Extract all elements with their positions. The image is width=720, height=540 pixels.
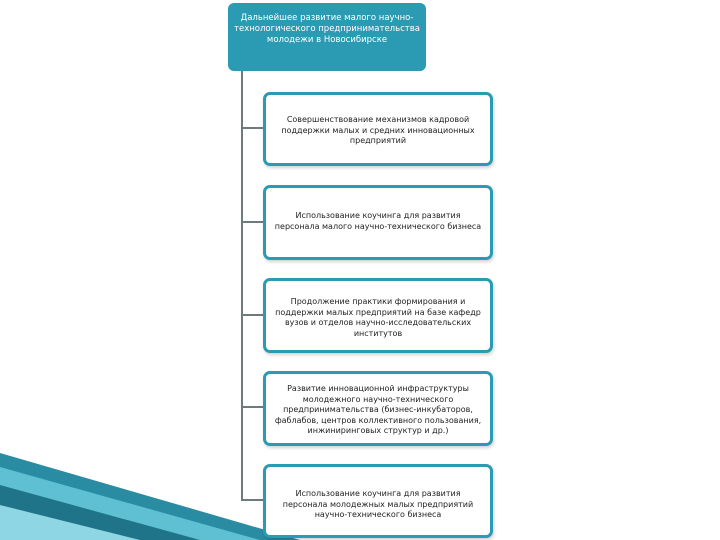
child-node-text: Совершенствование механизмов кадровой поддержки малых и средних инновационных предприятий <box>281 115 475 145</box>
child-node-text: Продолжение практики формирования и поддержки малых предприятий на базе кафедр вузов и отделов научно-исследовательских институтов <box>275 297 481 338</box>
child-node <box>263 92 493 166</box>
child-node <box>263 371 493 446</box>
connector-branch-5 <box>241 499 263 501</box>
child-node-text: Использование коучинга для развития персонала молодежных малых предприятий научно-технического бизнеса <box>282 489 474 519</box>
corner-swoosh-decoration <box>0 445 300 540</box>
child-node-text: Развитие инновационной инфраструктуры молодежного научно-технического предпринимательства (бизнес-инкубаторов, фаблабов, центров коллективного пользования, инжиниринговых структур и др.) <box>274 384 482 435</box>
connector-branch-1 <box>241 127 263 129</box>
vertical-connector <box>241 71 243 501</box>
root-node <box>228 3 426 71</box>
connector-branch-4 <box>241 406 263 408</box>
root-node-text: Дальнейшее развитие малого научно-технологического предпринимательства молодежи в Новосибирске <box>234 13 420 45</box>
child-node <box>263 185 493 260</box>
connector-branch-3 <box>241 314 263 316</box>
child-node <box>263 464 493 538</box>
child-node-text: Использование коучинга для развития персонала малого научно-технического бизнеса <box>274 211 482 231</box>
connector-branch-2 <box>241 221 263 223</box>
child-node <box>263 278 493 353</box>
